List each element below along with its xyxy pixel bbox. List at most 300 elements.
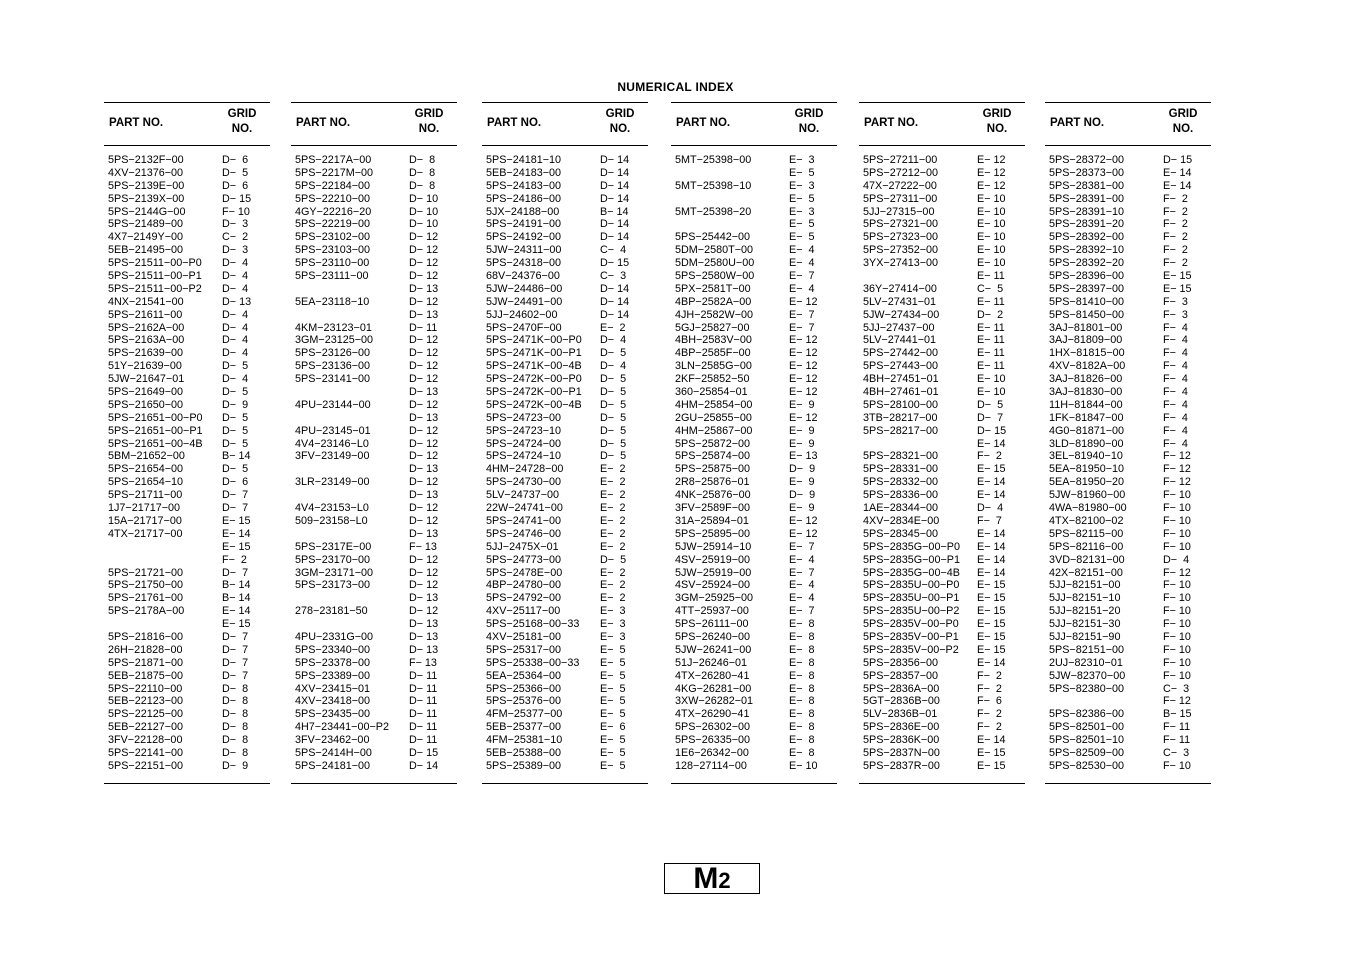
grid-number: F− 2 [977,669,1002,682]
grid-number: F− 3 [1163,308,1188,321]
part-number: 5PS−21651−00−P0 [108,411,203,424]
index-column-3 [482,102,648,784]
part-number: 5PS−28336−00 [863,489,939,502]
index-row [1045,296,1211,309]
index-row [104,554,270,567]
grid-number: D− 12 [409,437,439,450]
grid-number: D− 13 [409,411,439,424]
grid-number: D− 5 [600,411,627,424]
index-row [482,425,648,438]
index-row [482,167,648,180]
part-number: 5PS−28391−20 [1049,218,1125,231]
part-number: 5JJ−82151−30 [1049,618,1121,631]
part-number: 4TX−26290−41 [675,708,750,721]
grid-number: F− 10 [1163,759,1191,772]
grid-number: E− 5 [600,708,626,721]
grid-number: E− 12 [789,386,818,399]
part-number: 5JW−21647−01 [108,373,185,386]
index-row [482,670,648,683]
part-number: 1FK−81847−00 [1049,411,1124,424]
index-row [104,528,270,541]
index-row [1045,360,1211,373]
index-row [671,515,837,528]
part-number: 5PS−25168−00−33 [486,618,580,631]
index-row [859,554,1025,567]
part-number: 3AJ−81826−00 [1049,373,1123,386]
grid-number: F− 2 [977,450,1002,463]
index-row [859,309,1025,322]
part-number: 5PS−23378−00 [295,656,371,669]
index-row [1045,309,1211,322]
index-row [859,631,1025,644]
index-row [859,670,1025,683]
part-number: 4XV−23418−00 [295,695,371,708]
grid-number: D− 12 [409,566,439,579]
part-number: 4PU−2331G−00 [295,630,374,643]
grid-number: F− 10 [1163,605,1191,618]
part-number: 4HM−25867−00 [675,424,753,437]
section-letter: M [693,862,719,895]
grid-number: E− 2 [600,540,626,553]
index-row [104,592,270,605]
index-row [104,438,270,451]
part-number: 5PS−28381−00 [1049,179,1125,192]
grid-number: F− 4 [1163,398,1188,411]
index-row [482,683,648,696]
grid-number: D− 5 [977,398,1004,411]
index-row [104,515,270,528]
part-number: 4NK−25876−00 [675,489,751,502]
grid-number: B− 14 [222,579,251,592]
index-row [859,425,1025,438]
index-row [1045,670,1211,683]
grid-number: E− 4 [789,244,815,257]
grid-number: E− 8 [789,643,815,656]
index-row [1045,322,1211,335]
part-number: 4KM−23123−01 [295,321,372,334]
index-row [104,231,270,244]
part-number: 5PS−2836A−00 [863,682,940,695]
index-row [291,412,457,425]
grid-number: D− 11 [409,695,438,708]
index-row [859,244,1025,257]
part-number: 5PS−2163A−00 [108,334,185,347]
part-number: 5PS−2472K−00−4B [486,398,582,411]
part-number: 5JJ−82151−90 [1049,630,1121,643]
part-number: 5LV−27431−01 [863,295,937,308]
index-row [1045,567,1211,580]
index-row [291,618,457,631]
index-row [671,154,837,167]
part-number: 5PS−2835V−00−P2 [863,643,959,656]
part-number: 5PS−23103−00 [295,244,371,257]
index-row [104,567,270,580]
part-number: 5EB−24183−00 [486,166,562,179]
part-number: 5PS−21651−00−4B [108,437,203,450]
index-row [1045,244,1211,257]
index-row [671,657,837,670]
index-row [104,683,270,696]
index-row [671,360,837,373]
column-header [482,103,648,146]
part-number: 128−27114−00 [675,759,747,772]
index-row [104,618,270,631]
part-number: 5PS−28321−00 [863,450,939,463]
grid-number: E− 5 [600,734,626,747]
grid-number: F− 4 [1163,360,1188,373]
index-row [1045,347,1211,360]
index-row [859,257,1025,270]
part-number: 47X−27222−00 [863,179,937,192]
grid-number: B− 14 [600,205,629,218]
part-number: 5PS−2472K−00−P1 [486,386,582,399]
grid-number: D− 15 [409,746,439,759]
index-row [291,605,457,618]
grid-number: E− 3 [600,605,626,618]
index-row [104,708,270,721]
grid-number: D− 13 [409,489,439,502]
part-number: 3LN−2585G−00 [675,360,752,373]
grid-number: D− 14 [600,154,630,166]
index-row [104,721,270,734]
grid-number: F− 12 [1163,695,1191,708]
part-number: 5PS−24792−00 [486,592,562,605]
grid-number: D− 12 [409,373,439,386]
grid-number: D− 10 [409,192,439,205]
part-number: 5PS−27212−00 [863,166,939,179]
grid-number: D− 5 [222,437,249,450]
grid-number: E− 15 [977,592,1006,605]
grid-number: E− 9 [789,502,815,515]
index-row [291,644,457,657]
grid-number: F− 10 [1163,540,1191,553]
index-row [1045,257,1211,270]
part-number: 4XV−8182A−00 [1049,360,1126,373]
part-number: 5PS−23170−00 [295,553,371,566]
index-row [291,347,457,360]
part-number: 3FV−23462−00 [295,734,370,747]
index-row [482,218,648,231]
grid-number: E− 8 [789,721,815,734]
index-row [291,244,457,257]
part-number: 5PS−23102−00 [295,231,371,244]
part-number: 4NX−21541−00 [108,295,184,308]
index-row [291,257,457,270]
grid-no-header: GRID NO. [414,108,444,135]
grid-number: D− 3 [222,244,249,257]
part-number: 5PS−2139X−00 [108,192,185,205]
index-row [104,322,270,335]
grid-number: E− 10 [977,373,1006,386]
index-row [671,579,837,592]
index-row [1045,489,1211,502]
column-header [291,103,457,146]
grid-number: D− 10 [409,205,439,218]
grid-number: E− 4 [789,257,815,270]
grid-number: F− 2 [1163,257,1188,270]
part-number: 2KF−25852−50 [675,373,750,386]
part-number: 5PS−23126−00 [295,347,371,360]
index-row [482,270,648,283]
grid-number: D− 15 [1163,154,1193,166]
index-row [671,322,837,335]
grid-number: D− 14 [600,282,630,295]
part-number: 5PS−82380−00 [1049,682,1125,695]
part-number: 3YX−27413−00 [863,257,939,270]
part-number: 5LV−24737−00 [486,489,560,502]
index-row [291,695,457,708]
grid-number: E− 15 [1163,270,1192,283]
part-number: 5PS−25442−00 [675,231,751,244]
index-row [1045,760,1211,773]
part-number: 5PS−82115−00 [1049,527,1124,540]
index-row [1045,463,1211,476]
part-number: 5LV−2836B−01 [863,708,938,721]
grid-number: F− 10 [1163,630,1191,643]
grid-number: D− 7 [222,489,249,502]
grid-number: D− 14 [600,218,630,231]
index-row [104,476,270,489]
index-row [482,334,648,347]
part-number: 5PS−24318−00 [486,257,562,270]
part-number: 5PS−21650−00 [108,398,184,411]
index-row [104,463,270,476]
grid-number: D− 14 [600,308,630,321]
grid-number: E− 5 [600,682,626,695]
grid-number: D− 5 [222,463,249,476]
grid-number: E− 10 [977,231,1006,244]
grid-number: E− 3 [600,630,626,643]
part-number: 5PS−28372−00 [1049,154,1125,166]
index-row [859,644,1025,657]
index-row [104,347,270,360]
grid-number: F− 4 [1163,347,1188,360]
index-row [859,708,1025,721]
grid-number: E− 15 [977,759,1006,772]
grid-number: F− 2 [222,553,247,566]
index-row [291,386,457,399]
index-row [1045,695,1211,708]
part-number: 5PS−28357−00 [863,669,939,682]
index-row [1045,708,1211,721]
index-row [1045,592,1211,605]
grid-number: E− 12 [977,179,1006,192]
index-row [291,463,457,476]
part-number: 5PS−23173−00 [295,579,371,592]
index-row [291,206,457,219]
index-row [482,244,648,257]
grid-number: D− 10 [409,218,439,231]
grid-number: C− 3 [600,270,627,283]
part-number: 5EB−25377−00 [486,721,562,734]
index-row [482,360,648,373]
grid-number: D− 4 [222,257,249,270]
index-row [671,528,837,541]
part-number: 5PS−2414H−00 [295,746,372,759]
index-column-4 [671,102,837,784]
part-no-header: PART NO. [1050,117,1105,129]
grid-number: E− 14 [977,489,1006,502]
index-row [671,347,837,360]
grid-number: D− 12 [409,347,439,360]
index-row [104,296,270,309]
index-row [1045,334,1211,347]
index-row [482,502,648,515]
index-row [291,438,457,451]
part-number: 68V−24376−00 [486,270,560,283]
grid-number: D− 15 [222,192,252,205]
index-row [104,386,270,399]
grid-number: F− 13 [409,540,437,553]
grid-number: D− 7 [222,566,249,579]
index-row [859,592,1025,605]
grid-number: D− 13 [409,386,439,399]
grid-number: E− 3 [789,205,815,218]
grid-number: D− 11 [409,721,438,734]
grid-number: F− 12 [1163,463,1191,476]
grid-number: E− 14 [222,605,251,618]
grid-number: D− 5 [600,373,627,386]
grid-number: D− 7 [977,411,1004,424]
grid-number: D− 12 [409,244,439,257]
part-no-header: PART NO. [109,117,164,129]
part-number: 3FV−2589F−00 [675,502,751,515]
part-number: 5PS−28396−00 [1049,270,1125,283]
part-number: 5EB−21495−00 [108,244,184,257]
grid-number: E− 8 [789,682,815,695]
page-title: NUMERICAL INDEX [617,80,734,94]
part-number: 5PS−82501−10 [1049,734,1125,747]
part-number: 5PS−22125−00 [108,708,184,721]
index-row [291,502,457,515]
index-row [671,489,837,502]
grid-number: D− 8 [222,682,249,695]
part-number: 5PS−2580W−00 [675,270,755,283]
part-number: 5JJ−82151−10 [1049,592,1121,605]
grid-number: E− 15 [1163,282,1192,295]
grid-no-header: GRID NO. [794,108,824,135]
part-number: 51Y−21639−00 [108,360,182,373]
index-row [291,541,457,554]
part-number: 5PS−25376−00 [486,695,562,708]
part-number: 5PS−21750−00 [108,579,184,592]
grid-number: F− 10 [222,205,250,218]
grid-number: E− 7 [789,566,815,579]
grid-number: E− 15 [222,618,251,631]
part-number: 5PS−23136−00 [295,360,371,373]
part-number: 5PS−28392−10 [1049,244,1125,257]
grid-number: D− 12 [409,295,439,308]
index-row [482,399,648,412]
index-row [482,463,648,476]
grid-number: E− 9 [789,424,815,437]
index-row [482,257,648,270]
index-row [1045,399,1211,412]
part-number: 5EA−81950−10 [1049,463,1125,476]
grid-number: D− 4 [600,334,627,347]
index-row [291,528,457,541]
index-row [859,515,1025,528]
index-row [104,360,270,373]
part-number: 5PS−25366−00 [486,682,562,695]
index-row [482,283,648,296]
index-row [482,450,648,463]
part-number: 5MT−25398−00 [675,154,752,166]
part-number: 5PS−25338−00−33 [486,656,580,669]
index-row [671,334,837,347]
part-number: 4TT−25937−00 [675,605,749,618]
index-row [291,760,457,773]
index-row [291,322,457,335]
index-row [859,218,1025,231]
part-number: 5PS−28391−10 [1049,205,1125,218]
grid-number: E− 7 [789,605,815,618]
index-row [671,399,837,412]
grid-number: E− 14 [977,734,1006,747]
index-row [291,657,457,670]
grid-number: E− 7 [789,308,815,321]
index-row [859,412,1025,425]
index-row [482,631,648,644]
grid-no-header: GRID NO. [227,108,257,135]
index-row [1045,425,1211,438]
index-row [291,373,457,386]
index-row [482,386,648,399]
index-row [671,270,837,283]
part-number: 5PS−82386−00 [1049,708,1125,721]
grid-number: E− 10 [977,205,1006,218]
part-number: 5PS−28217−00 [863,424,939,437]
grid-number: F− 2 [1163,192,1188,205]
grid-number: C− 2 [222,231,249,244]
grid-number: D− 12 [409,476,439,489]
grid-number: E− 11 [977,270,1005,283]
grid-number: D− 11 [409,734,438,747]
part-number: 5JJ−24602−00 [486,308,558,321]
section-number: 2 [718,868,731,893]
part-number: 5PS−25872−00 [675,437,751,450]
index-row [104,579,270,592]
index-row [104,167,270,180]
index-row [1045,167,1211,180]
grid-number: E− 4 [789,592,815,605]
grid-number: E− 5 [600,643,626,656]
grid-number: D− 12 [409,270,439,283]
part-number: 5PS−2836E−00 [863,721,940,734]
index-row [859,657,1025,670]
part-number: 42X−82151−00 [1049,566,1123,579]
grid-number: D− 7 [222,502,249,515]
grid-number: D− 4 [222,321,249,334]
part-number: 3EL−81940−10 [1049,450,1123,463]
index-row [291,708,457,721]
grid-number: E− 5 [600,656,626,669]
index-row [859,334,1025,347]
grid-number: D− 12 [409,424,439,437]
grid-number: E− 14 [977,437,1006,450]
index-row [482,515,648,528]
grid-number: F− 4 [1163,373,1188,386]
part-number: 5PS−81410−00 [1049,295,1125,308]
part-number: 3AJ−81830−00 [1049,386,1123,399]
grid-number: D− 14 [600,192,630,205]
grid-number: F− 2 [977,708,1002,721]
part-number: 1AE−28344−00 [863,502,939,515]
part-number: 5BM−21652−00 [108,450,185,463]
part-number: 5PS−21511−00−P0 [108,257,202,270]
part-number: 4FM−25377−00 [486,708,563,721]
part-number: 5PS−2835G−00−4B [863,566,960,579]
